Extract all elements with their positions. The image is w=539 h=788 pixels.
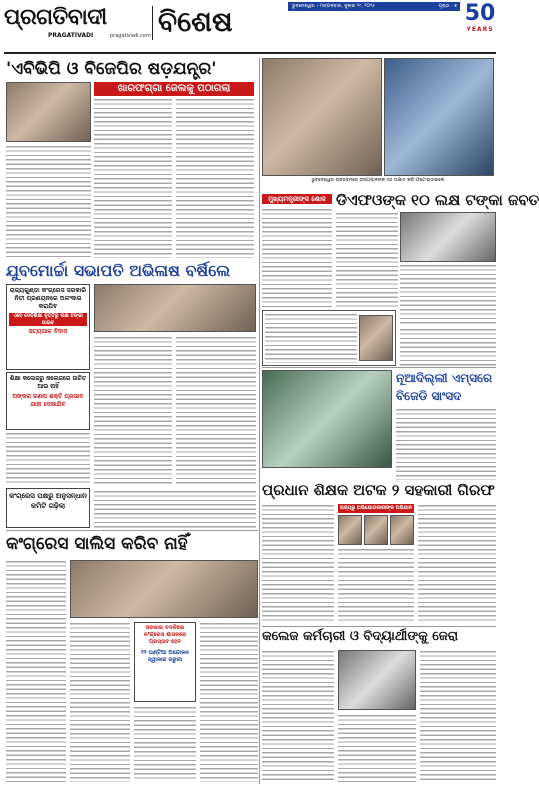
college-text-col3 bbox=[420, 650, 496, 782]
college-text-col1 bbox=[262, 650, 334, 782]
congress-photo bbox=[70, 560, 258, 618]
mid-box bbox=[134, 622, 196, 702]
college-headline: କଲେଜ କର୍ମଚାରୀ ଓ ବିଦ୍ୟାର୍ଥୀଙ୍କୁ ଜେରା bbox=[262, 629, 459, 644]
masthead bbox=[0, 0, 500, 56]
dfo-text-col1 bbox=[336, 212, 398, 308]
dfo-text-col3 bbox=[400, 328, 496, 366]
dateline-bar bbox=[288, 2, 460, 11]
meeting-kicker: ମୁଖ୍ୟମନ୍ତ୍ରୀଙ୍କ ଶୋକ bbox=[262, 194, 332, 204]
headmaster-text-col2 bbox=[338, 548, 414, 624]
delhi-headline: ବିଜେଡି ସାଂସଦ bbox=[396, 389, 462, 403]
obit-photo bbox=[359, 315, 393, 361]
lead-text-col2 bbox=[94, 98, 172, 258]
left-box bbox=[6, 372, 90, 430]
congress-headline: କଂଗ୍ରେସ ସାଲିସ କରିବ ନାହିଁ bbox=[6, 534, 188, 554]
delhi-kicker: ନୂଆଦିଲ୍ଲୀ ଏମ୍ସରେ bbox=[396, 371, 493, 385]
obit-text bbox=[265, 313, 357, 363]
congress-text-col2 bbox=[70, 622, 130, 782]
column-rule-center bbox=[259, 58, 260, 784]
anniversary-emblem bbox=[462, 2, 498, 42]
youth-text-col2 bbox=[176, 336, 256, 486]
section-title: ବିଶେଷ bbox=[158, 5, 233, 38]
sidebar-sub2: ସତ୍ୟପାଳ ବିବାଦ bbox=[28, 328, 68, 335]
congress-text-col1 bbox=[6, 560, 66, 782]
aiims-photo bbox=[262, 370, 392, 468]
left-text bbox=[6, 432, 90, 486]
photo-caption: ଭୁବନେଶ୍ୱର ରାଜଭବନରେ ରାଜ୍ୟପାଳଙ୍କ ସହ ସାକ୍ଷାତ କରି ଫଟୋଉଠାଇଲେ bbox=[311, 178, 445, 183]
dfo-text-col2 bbox=[400, 264, 496, 326]
delhi-text bbox=[396, 408, 496, 480]
congress-box bbox=[6, 488, 90, 528]
headmaster-text-col3 bbox=[418, 504, 496, 624]
lead-photo bbox=[6, 82, 91, 142]
college-photo bbox=[338, 650, 416, 710]
congress-box-heading: କଂଗ୍ରେସ ପକ୍ଷରୁ ଅନୁସନ୍ଧାନ କମିଟି ଗଢ଼ିଲା bbox=[9, 492, 87, 510]
lead-headline: 'ଏବିଭିପି ଓ ବିଜେପିର ଷଡ଼ଯନ୍ତ୍ର' bbox=[6, 59, 217, 79]
dfo-headline: ଡିଏଫଓଙ୍କ ୧୦ ଲକ୍ଷ ଟଙ୍କା ଜବତ bbox=[336, 191, 539, 209]
left-box-heading: ଶିକ୍ଷା କଲେଜରୁ କଲେଜରେ ଉଚିତ ଆଉ ନାହିଁ bbox=[9, 375, 87, 390]
headmaster-text-col1 bbox=[262, 504, 334, 624]
masthead-logo-sub: PRAGATIVADI bbox=[48, 32, 94, 39]
anniversary-number: 50 bbox=[464, 1, 496, 26]
sidebar-sub1: ଏବେ ଦେବିଶିକ୍ଷା ବୃତ୍ତିରୁ ଲକ୍ଷ ଟଙ୍କା ପାଇବ bbox=[9, 313, 87, 326]
row-rule-1 bbox=[262, 367, 496, 368]
left-box-sub: ଅଙ୍କର ଗଣନା ଶକ୍ତି ପ୍ରଭାବ ଯାହା ଦେଖାଯିବ bbox=[12, 393, 84, 408]
masthead-divider bbox=[152, 6, 153, 40]
congress-box-text bbox=[94, 490, 256, 528]
sidebar-box bbox=[6, 284, 90, 370]
accused-photo-1 bbox=[338, 515, 362, 545]
dateline: ଭୁବନେଶ୍ୱର । ମଙ୍ଗଳବାର, ଜୁଲାଇ ୨୯, ୨୦୨୫ bbox=[292, 4, 376, 9]
lead-text-col1 bbox=[6, 145, 91, 257]
obit-box bbox=[262, 310, 396, 366]
masthead-rule bbox=[4, 52, 496, 54]
meeting-text bbox=[262, 208, 332, 308]
mid-text bbox=[134, 706, 196, 782]
mid-box-heading: ସରକାର ବଦଳିଲେ କଂଗ୍ରେସ ଶାସନରେ ପ୍ରସ୍ତାବ ହେବ bbox=[143, 625, 187, 645]
lead-text-col3 bbox=[176, 98, 254, 258]
anniversary-label: YEARS bbox=[466, 26, 494, 33]
masthead-website: pragativadi.com bbox=[110, 33, 151, 39]
lead-kicker: ଖାରଫଗ୍ଗା ଜେଲକୁ ପଠାଗଲା bbox=[94, 82, 254, 96]
page-number: ପୃଷ୍ଠା - ୭ bbox=[438, 4, 457, 9]
mid-box-sub: ୧୨ ଘଣ୍ଟିଆ ଅନ୍ଦୋଳନ ସ୍ୱୀକାର ଜରୁରୀ bbox=[140, 650, 190, 663]
youth-photo bbox=[94, 284, 256, 332]
accused-photo-2 bbox=[364, 515, 388, 545]
headmaster-headline: ପ୍ରଧାନ ଶିକ୍ଷକ ଅଟକ ୨ ସହକାରୀ ଗିରଫ bbox=[262, 481, 495, 499]
dfo-photo bbox=[400, 212, 496, 262]
row-rule-2 bbox=[262, 626, 496, 627]
raj-bhavan-photo-2 bbox=[384, 58, 494, 176]
masthead-logo: ପ୍ରଗତିବାଦୀ bbox=[4, 5, 107, 30]
youth-text-col1 bbox=[94, 336, 172, 486]
congress-text-col3 bbox=[200, 622, 258, 782]
sidebar-heading: ରାଜ୍ୟଗୁଣ୍ଡା କଂଗ୍ରେସ ସରକାରି ନିତୀ ପ୍ରଣୟନରେ ଅଳଂକାର କରାଯିବ bbox=[9, 287, 87, 310]
accused-photo-3 bbox=[390, 515, 414, 545]
college-text-col2 bbox=[338, 714, 416, 782]
row-rule-3 bbox=[6, 530, 258, 531]
headmaster-tag: ରାଜ୍ୟରୁ ଅଭିଯୋଗକାରୀଙ୍କ ଅଭିଯାନ bbox=[339, 505, 413, 511]
raj-bhavan-photo-1 bbox=[262, 58, 382, 176]
youth-headline: ଯୁବମୋର୍ଚ୍ଚା ସଭାପତି ଅଭିଳାଷ ବର୍ଷିଲେ bbox=[6, 261, 231, 280]
